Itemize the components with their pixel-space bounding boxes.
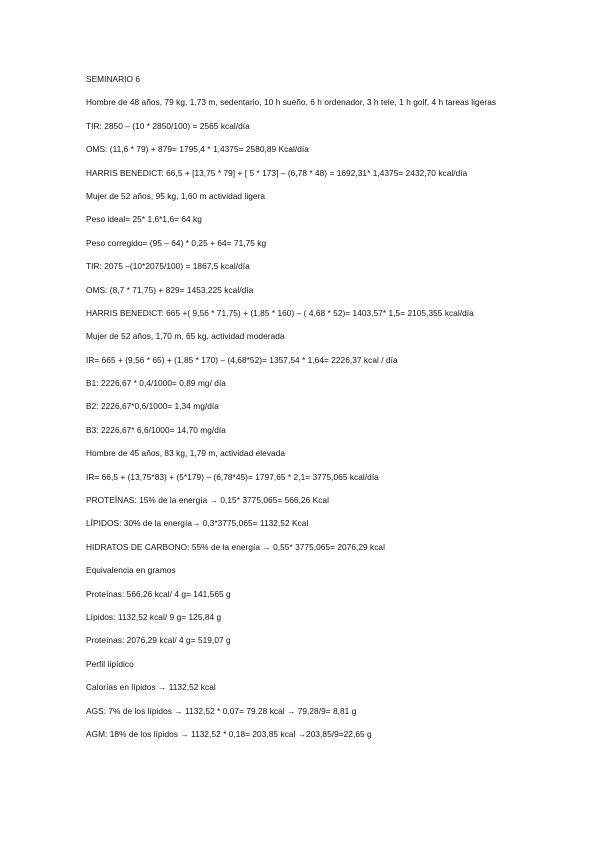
grams-proteins: Proteínas: 566,26 kcal/ 4 g= 141,565 g — [86, 588, 231, 599]
lipid-ags: AGS: 7% de los lípidos → 1132,52 * 0,07= 79.28 kcal → 79,28/9= 8,81 g — [86, 705, 357, 716]
case-4-proteins: PROTEÍNAS: 15% de la energía → 0,15* 3775,065= 566,26 Kcal — [86, 495, 329, 506]
case-4-lipids: LÍPIDOS: 30% de la energía→ 0,3*3775,065= 1132,52 Kcal — [86, 518, 309, 529]
case-2-tir: TIR: 2075 –(10*2075/100) = 1867,5 kcal/día — [86, 261, 250, 272]
case-2-ideal-weight: Peso ideal= 25* 1,6*1,6= 64 kg — [86, 214, 202, 225]
case-3-description: Mujer de 52 años, 1,70 m, 65 kg, actividad moderada — [86, 331, 285, 342]
case-3-b3: B3: 2226,67* 6,6/1000= 14,70 mg/día — [86, 424, 226, 435]
case-3-b1: B1: 2226,67 * 0,4/1000= 0,89 mg/ día — [86, 378, 226, 389]
lipid-agm: AGM: 18% de los lípidos → 1132,52 * 0,18= 203,85 kcal →203,85/9=22,65 g — [86, 728, 372, 739]
case-4-description: Hombre de 45 años, 83 kg, 1,79 m, actividad elevada — [86, 448, 286, 459]
case-2-harris-benedict: HARRIS BENEDICT: 665 +( 9,56 * 71,75) + (1,85 * 160) – ( 4,68 * 52)= 1403,57* 1,5= 2105,355 kcal/día — [86, 307, 474, 318]
case-1-oms: OMS: (11,6 * 79) + 879= 1795,4 * 1,4375= 2580,89 Kcal/día — [86, 144, 309, 155]
case-1-tir: TIR: 2850 – (10 * 2850/100) = 2565 kcal/día — [86, 120, 250, 131]
case-1-description: Hombre de 48 años, 79 kg, 1,73 m, sedentario, 10 h sueño, 6 h ordenador, 3 h tele, 1 h golf, 4 h tareas ligeras — [86, 97, 497, 108]
case-3-b2: B2: 2226,67*0,6/1000= 1,34 mg/día — [86, 401, 219, 412]
lipid-calories: Calorías en lípidos → 1132,52 kcal — [86, 682, 216, 693]
grams-equivalence-heading: Equivalencia en gramos — [86, 565, 176, 576]
case-1-harris-benedict: HARRIS BENEDICT: 66,5 + [13,75 * 79] + [ 5 * 173] – (6,78 * 48) = 1692,31* 1,4375= 2432,70 kcal/día — [86, 167, 468, 178]
case-4-carbohydrates: HIDRATOS DE CARBONO: 55% de la energía → 0,55* 3775,065= 2076,29 kcal — [86, 541, 385, 552]
case-4-ir: IR= 66,5 + (13,75*83) + (5*179) – (6,78*45)= 1797,65 * 2,1= 3775,065 kcal/día — [86, 471, 379, 482]
document-body — [86, 73, 526, 751]
document-heading: SEMINARIO 6 — [86, 74, 141, 84]
case-2-description: Mujer de 52 años, 95 kg, 1,60 m actividad ligera — [86, 190, 266, 201]
case-3-ir: IR= 665 + (9,56 * 65) + (1,85 * 170) – (4,68*52)= 1357,54 * 1,64= 2226,37 kcal / día — [86, 354, 398, 365]
case-2-oms: OMS: (8,7 * 71,75) + 829= 1453,225 kcal/día — [86, 284, 254, 295]
grams-lipids: Lípidos: 1132,52 kcal/ 9 g= 125,84 g — [86, 611, 222, 622]
grams-carbohydrates: Proteínas: 2076,29 kcal/ 4 g= 519,07 g — [86, 635, 231, 646]
case-2-corrected-weight: Peso corregido= (95 – 64) * 0,25 + 64= 71,75 kg — [86, 237, 267, 248]
lipid-profile-heading: Perfil lipídico — [86, 658, 134, 669]
